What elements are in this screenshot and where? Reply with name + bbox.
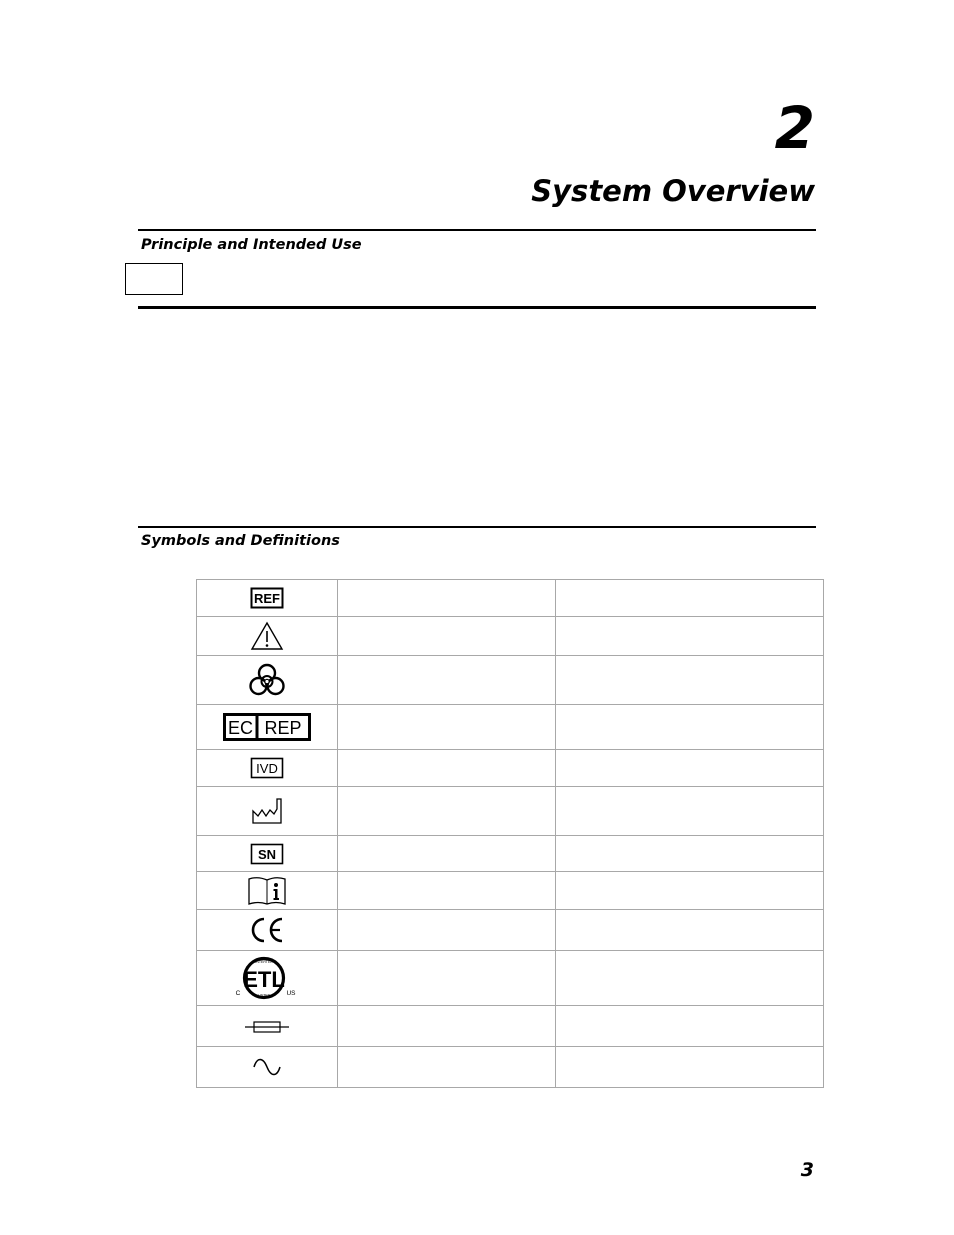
serial-number-icon xyxy=(250,843,284,865)
symbol-cell xyxy=(197,1006,338,1047)
symbol-definition-cell xyxy=(556,836,824,872)
symbol-cell xyxy=(197,951,338,1006)
symbol-name-cell xyxy=(338,910,556,951)
symbol-definition-cell xyxy=(556,580,824,617)
symbol-cell xyxy=(197,750,338,787)
symbol-cell xyxy=(197,705,338,750)
ivd-icon xyxy=(250,757,284,779)
symbol-definition-cell xyxy=(556,910,824,951)
symbol-definition-cell xyxy=(556,872,824,910)
symbol-cell xyxy=(197,617,338,656)
section-divider xyxy=(138,306,816,309)
symbol-cell xyxy=(197,1047,338,1088)
table-row xyxy=(197,1047,824,1088)
ref-label: REF xyxy=(254,591,280,606)
symbol-name-cell xyxy=(338,787,556,836)
fuse-icon xyxy=(244,1019,290,1035)
symbol-name-cell xyxy=(338,872,556,910)
chapter-number: 2 xyxy=(774,94,815,162)
table-row xyxy=(197,617,824,656)
chapter-title: System Overview xyxy=(531,174,815,208)
etl-left-text: C xyxy=(235,990,241,997)
symbol-definition-cell xyxy=(556,705,824,750)
ivd-label: IVD xyxy=(256,761,278,776)
section-divider xyxy=(138,229,816,231)
caution-triangle-icon xyxy=(250,621,284,651)
table-row xyxy=(197,580,824,617)
section-heading-symbols: Symbols and Definitions xyxy=(141,533,340,549)
symbol-definition-cell xyxy=(556,1047,824,1088)
symbol-definition-cell xyxy=(556,750,824,787)
ce-mark-icon xyxy=(248,916,286,944)
symbol-definition-cell xyxy=(556,787,824,836)
table-row xyxy=(197,787,824,836)
etl-listed-mark-icon xyxy=(235,955,299,1001)
symbol-cell xyxy=(197,910,338,951)
ec-label: EC xyxy=(227,718,254,738)
table-row xyxy=(197,705,824,750)
symbol-name-cell xyxy=(338,750,556,787)
symbol-name-cell xyxy=(338,1006,556,1047)
symbol-name-cell xyxy=(338,951,556,1006)
consult-instructions-icon xyxy=(247,876,287,906)
page-number: 3 xyxy=(800,1159,814,1181)
symbol-cell xyxy=(197,580,338,617)
symbol-name-cell xyxy=(338,617,556,656)
empty-label-box xyxy=(125,263,183,295)
symbol-cell xyxy=(197,872,338,910)
table-row xyxy=(197,872,824,910)
alternating-current-icon xyxy=(251,1056,283,1078)
etl-top-text: INTERTEK xyxy=(255,960,273,964)
table-row xyxy=(197,836,824,872)
symbol-name-cell xyxy=(338,836,556,872)
section-divider xyxy=(138,526,816,528)
manufacturer-icon xyxy=(250,796,284,826)
table-row xyxy=(197,951,824,1006)
etl-bottom-text: LISTED xyxy=(257,993,271,998)
symbol-name-cell xyxy=(338,656,556,705)
sn-label: SN xyxy=(257,846,277,862)
biohazard-icon xyxy=(249,663,285,697)
table-row xyxy=(197,910,824,951)
symbol-definition-cell xyxy=(556,656,824,705)
etl-right-text: US xyxy=(286,990,296,997)
symbols-table xyxy=(196,579,824,1088)
symbol-definition-cell xyxy=(556,1006,824,1047)
symbol-cell xyxy=(197,656,338,705)
symbol-name-cell xyxy=(338,1047,556,1088)
symbol-definition-cell xyxy=(556,951,824,1006)
ec-rep-icon xyxy=(223,713,311,741)
table-row xyxy=(197,750,824,787)
symbol-name-cell xyxy=(338,705,556,750)
etl-label: ETL xyxy=(243,967,285,992)
symbol-definition-cell xyxy=(556,617,824,656)
section-heading-principle: Principle and Intended Use xyxy=(141,237,362,253)
rep-label: REP xyxy=(264,718,302,738)
table-row xyxy=(197,1006,824,1047)
ref-catalog-number-icon xyxy=(250,587,284,609)
symbol-cell xyxy=(197,787,338,836)
table-row xyxy=(197,656,824,705)
symbol-cell xyxy=(197,836,338,872)
symbol-name-cell xyxy=(338,580,556,617)
